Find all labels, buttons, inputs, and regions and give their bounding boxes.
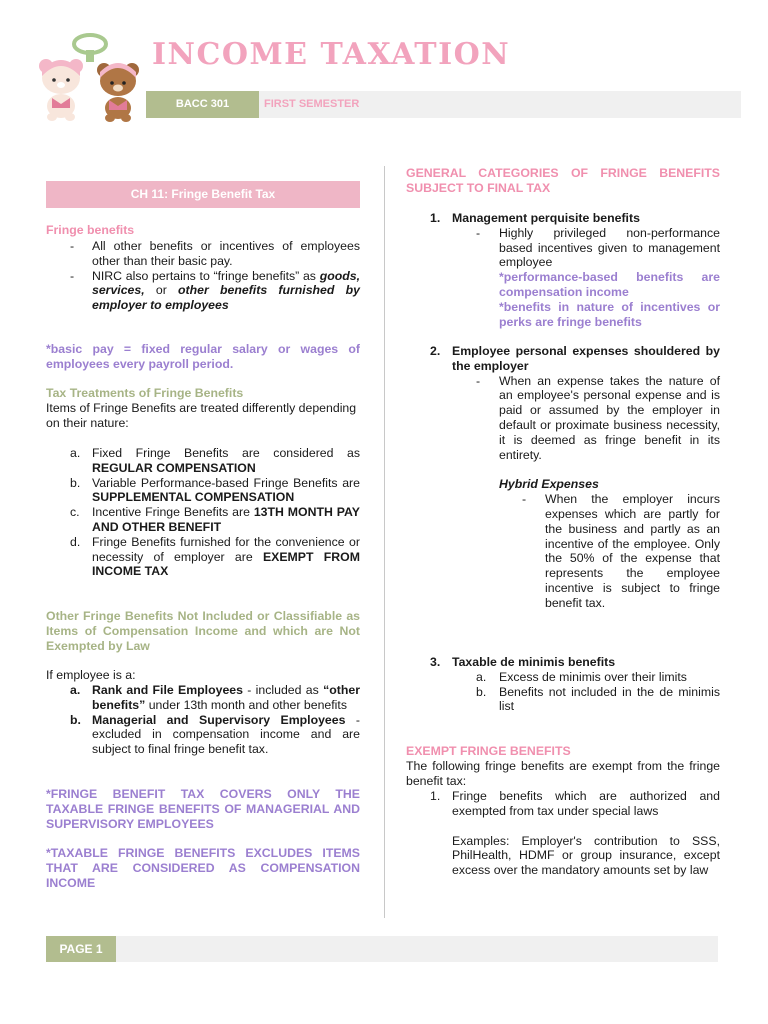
list-item: d. Fringe Benefits furnished for the convenience or necessity of employer are EXEMPT FROM INCOME TAX [70,534,360,579]
exempt-intro: The following fringe benefits are exempt from the fringe benefit tax: [406,759,720,788]
tax-treatments-list [46,446,360,579]
employee-types-list [46,683,360,757]
tax-treatments-intro: Items of Fringe Benefits are treated differently depending on their nature: [46,401,357,430]
fbt-coverage-note: *FRINGE BENEFIT TAX COVERS ONLY THE TAXABLE FRINGE BENEFITS OF MANAGERIAL AND SUPERVISORY EMPLOYEES [46,787,360,831]
document-title: INCOME TAXATION [152,37,511,72]
exempt-fringe-heading: EXEMPT FRINGE BENEFITS [406,744,571,758]
hybrid-expenses-title: Hybrid Expenses [499,477,599,492]
page-number: PAGE 1 [46,936,116,962]
list-item: b. Benefits not included in the de minimis list [476,684,720,714]
other-fringe-heading: Other Fringe Benefits Not Included or Classifiable as Items of Compensation Income and which are Not Exempted by Law [46,609,360,653]
category-1: 1. Management perquisite benefits - Highly privileged non-performance based incentives given to management employee *performance-based benefits are compensation income *benefits in nature of incentives or perks are fringe benefits [406,211,720,329]
if-employee-label: If employee is a: [46,668,136,682]
course-code: BACC 301 [146,91,259,118]
exempt-list [406,789,720,878]
list-item: 1. Fringe benefits which are authorized and exempted from tax under special laws [430,789,720,818]
perf-based-note: *performance-based benefits are compensation income [499,270,720,299]
header-bar [146,91,741,118]
list-item: - When an expense takes the nature of an employee's personal expense and is paid or assumed by the employer in default or proximate business necessity, it is deemed as fringe benefit in its entirety. [476,373,720,462]
list-item: - All other benefits or incentives of employees other than their basic pay. [70,239,360,268]
category-2-title: Employee personal expenses shouldered by the employer [452,344,720,373]
category-3-title: Taxable de minimis benefits [452,655,616,669]
list-item: - Highly privileged non-performance based incentives given to management employee [476,225,720,270]
list-item: - When the employer incurs expenses which are partly for the business and partly as an incentive of the employee. Only the 50% of the expense that represents the employee incentive is subject to fringe benefit tax. [522,492,720,610]
taxable-fb-exclusion-note: *TAXABLE FRINGE BENEFITS EXCLUDES ITEMS THAT ARE CONSIDERED AS COMPENSATION INCOME [46,846,360,890]
category-3: 3. Taxable de minimis benefits a. Excess de minimis over their limits b. Benefits not included in the de minimis list [406,655,720,714]
list-item: b. Managerial and Supervisory Employees - excluded in compensation income and are subject to final fringe benefit tax. [70,712,360,757]
category-2: 2. Employee personal expenses shouldered by the employer - When an expense takes the nature of an employee's personal expense and is paid or assumed by the employer in default or proximate business necessity, it is deemed as fringe benefit in its entirety. Hybrid Expenses - When the employer incurs expenses which are partly for the business and partly as an incentive of the employee. Only the 50% of the expense that represents the employee incentive is subject to fringe benefit tax. [406,344,720,611]
fringe-benefits-heading: Fringe benefits [46,223,135,237]
incentive-note: *benefits in nature of incentives or perks are fringe benefits [499,299,720,329]
list-item: a. Fixed Fringe Benefits are considered as REGULAR COMPENSATION [70,446,360,475]
bear-plush-keychain-icon [28,28,148,122]
category-1-title: Management perquisite benefits [452,211,640,225]
tax-treatments-heading: Tax Treatments of Fringe Benefits [46,386,244,400]
list-item: c. Incentive Fringe Benefits are 13TH MONTH PAY AND OTHER BENEFIT [70,505,360,534]
list-item: - NIRC also pertains to “fringe benefits” as goods, services, or other benefits furnished by employer to employees [70,268,360,313]
basic-pay-note: *basic pay = fixed regular salary or wages of employees every payroll period. [46,342,360,371]
general-categories-heading: GENERAL CATEGORIES OF FRINGE BENEFITS SUBJECT TO FINAL TAX [406,166,720,195]
exempt-examples: Examples: Employer's contribution to SSS, PhilHealth, HDMF or group insurance, except excess over the mandatory amounts set by law [452,833,720,878]
footer-bar [46,936,718,962]
column-divider [384,166,385,918]
chapter-bar: CH 11: Fringe Benefit Tax [46,181,360,208]
list-item: a. Excess de minimis over their limits [476,669,687,684]
semester-label: FIRST SEMESTER [264,98,360,110]
list-item: a. Rank and File Employees - included as “other benefits” under 13th month and other benefits [70,683,360,712]
fringe-benefits-list [46,239,360,313]
list-item: b. Variable Performance-based Fringe Benefits are SUPPLEMENTAL COMPENSATION [70,475,360,505]
